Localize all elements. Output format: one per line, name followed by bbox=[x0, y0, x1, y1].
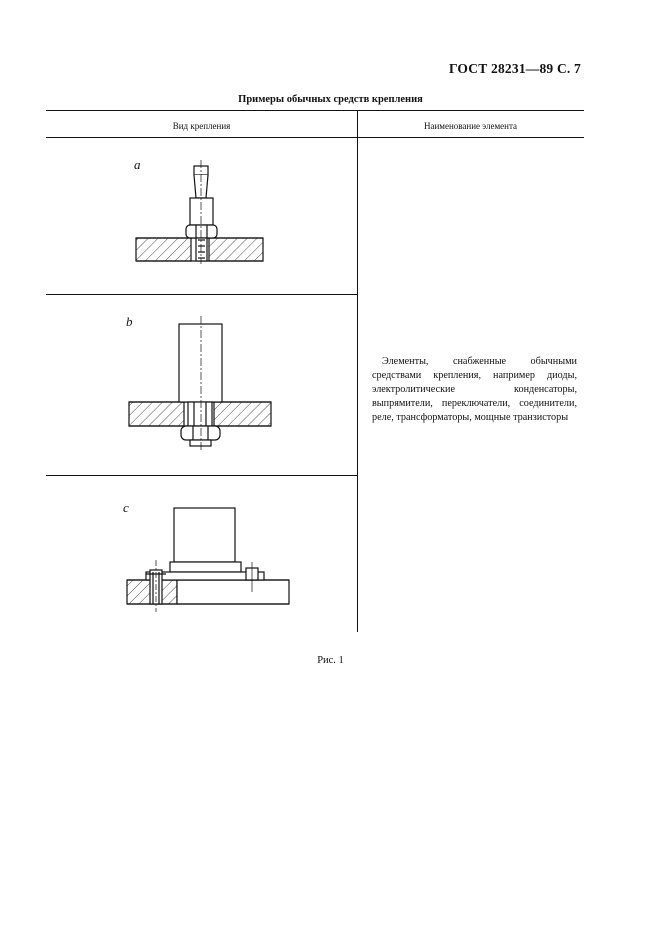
page-header: ГОСТ 28231—89 С. 7 bbox=[448, 61, 581, 76]
column-header-mount-type: Вид крепления bbox=[172, 121, 231, 131]
column-header-element-name: Наименование элемента bbox=[423, 121, 518, 131]
drawing-b-stud-mount bbox=[129, 316, 271, 452]
drawing-a-screw-mount bbox=[136, 160, 263, 264]
table-title: Примеры обычных средств крепления bbox=[238, 94, 423, 105]
figure-label-a: a bbox=[134, 157, 141, 172]
element-description: Элементы, снабженные обычными средствами крепления, например диоды, электролитические конденсаторы, выпрямители, переключатели, соединители, реле, трансформаторы, мощные транзисторы bbox=[372, 356, 577, 423]
figure-label-c: c bbox=[123, 500, 129, 515]
figure-caption: Рис. 1 bbox=[317, 655, 344, 666]
figure-label-b: b bbox=[126, 314, 133, 329]
drawing-c-flange-mount bbox=[127, 508, 289, 612]
